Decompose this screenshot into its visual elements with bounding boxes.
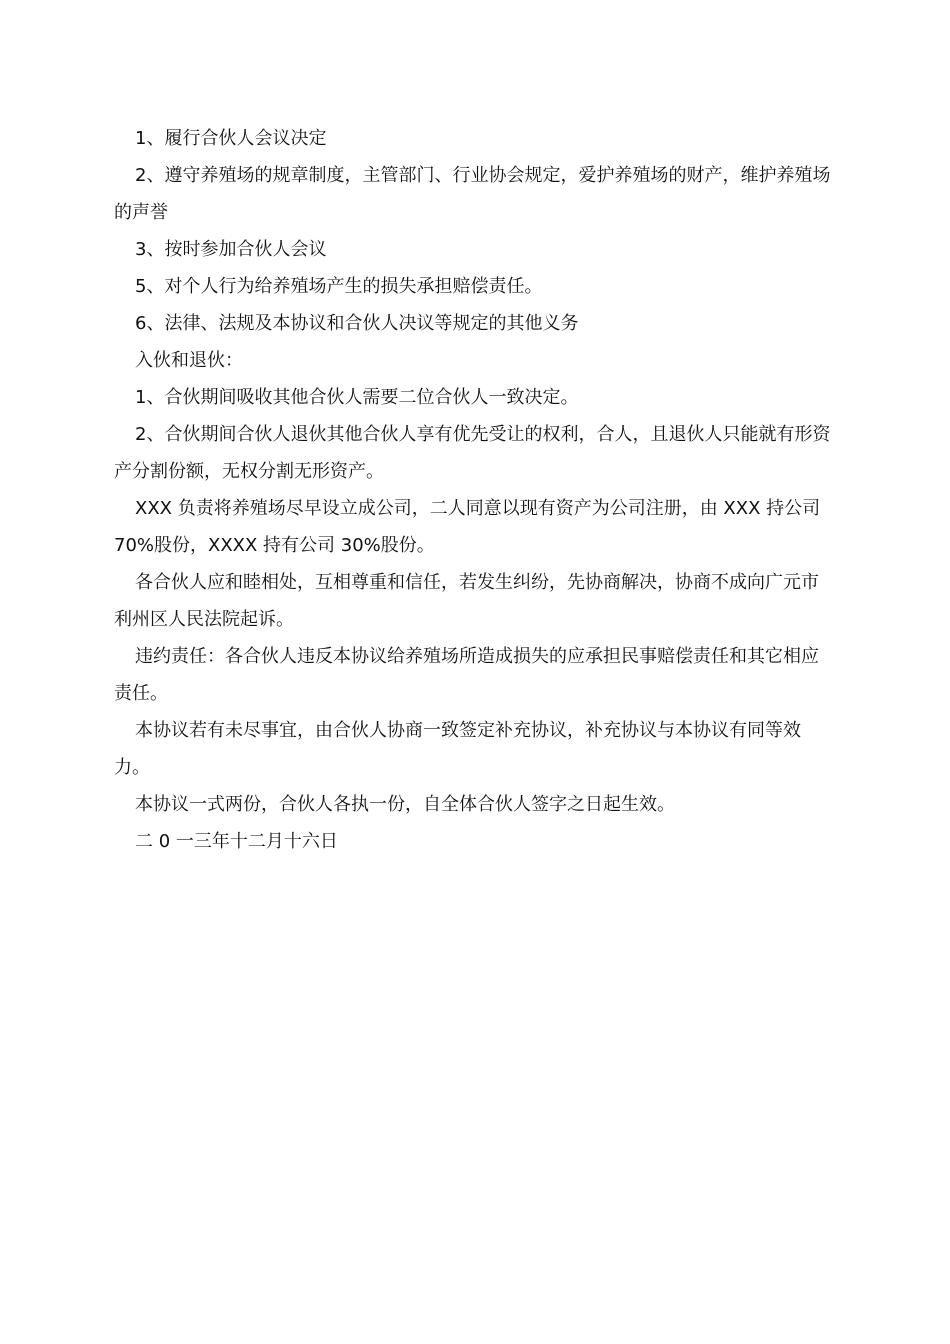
obligation-6: 6、法律、法规及本协议和合伙人决议等规定的其他义务 [135, 313, 579, 334]
liability-clause: 违约责任：各合伙人违反本协议给养殖场所造成损失的应承担民事赔偿责任和其它相应责任。 [114, 646, 819, 704]
document-date: 二 0 一三年十二月十六日 [135, 831, 338, 852]
obligation-1: 1、履行合伙人会议决定 [135, 128, 327, 149]
copies-clause: 本协议一式两份，合伙人各执一份，自全体合伙人签字之日起生效。 [135, 794, 675, 815]
join-clause-1: 1、合伙期间吸收其他合伙人需要二位合伙人一致决定。 [135, 387, 579, 408]
section-heading-join-withdraw: 入伙和退伙： [135, 350, 243, 371]
company-formation-clause: XXX 负责将养殖场尽早设立成公司，二人同意以现有资产为公司注册，由 XXX 持公司 70%股份，XXXX 持有公司 30%股份。 [114, 498, 821, 556]
dispute-clause: 各合伙人应和睦相处，互相尊重和信任，若发生纠纷，先协商解决，协商不成向广元市利州区人民法院起诉。 [114, 572, 819, 630]
withdraw-clause-2: 2、合伙期间合伙人退伙其他合伙人享有优先受让的权利，合人，且退伙人只能就有形资产分割份额，无权分割无形资产。 [114, 424, 831, 482]
obligation-3: 3、按时参加合伙人会议 [135, 239, 327, 260]
obligation-2: 2、遵守养殖场的规章制度，主管部门、行业协会规定，爱护养殖场的财产，维护养殖场的声誉 [114, 165, 831, 223]
obligation-5: 5、对个人行为给养殖场产生的损失承担赔偿责任。 [135, 276, 543, 297]
supplement-clause: 本协议若有未尽事宜，由合伙人协商一致签定补充协议，补充协议与本协议有同等效力。 [114, 720, 801, 778]
document-body [114, 120, 836, 860]
